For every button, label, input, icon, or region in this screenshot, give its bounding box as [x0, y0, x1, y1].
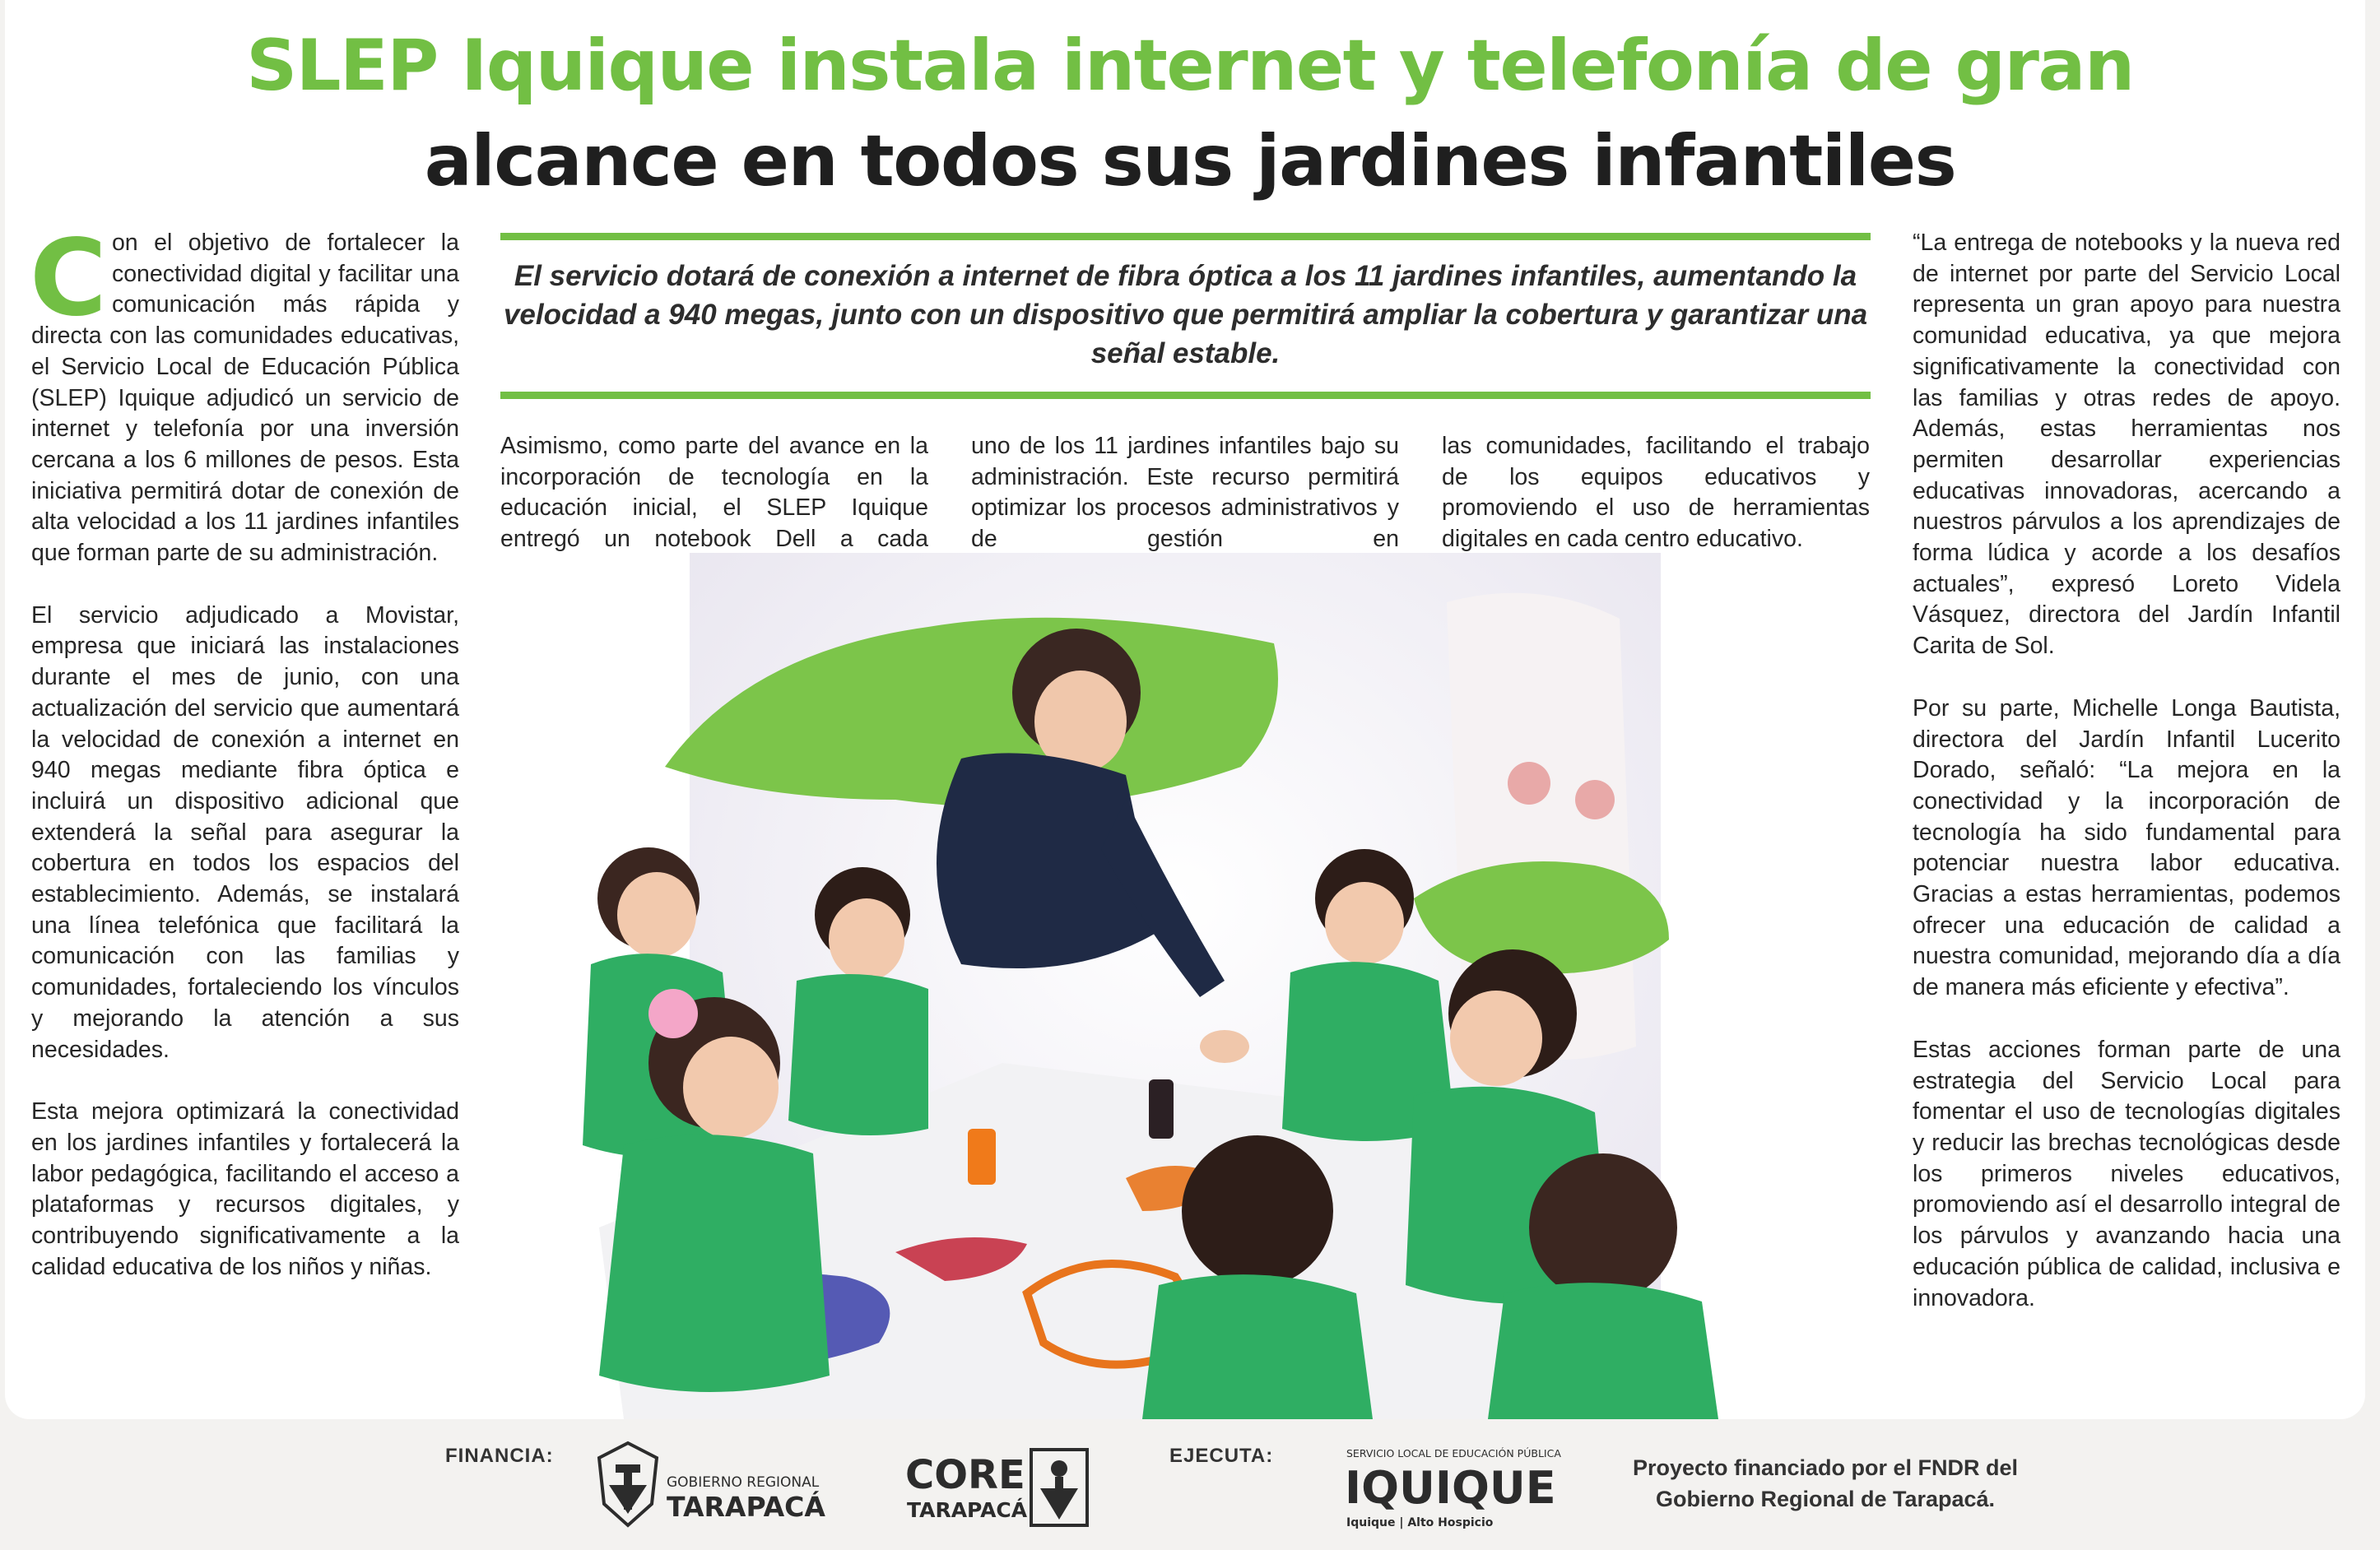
middle-column-3: las comunidades, facilitando el trabajo de los equipos educativos y promoviendo el uso de herramientas digitales en cada centro educativo. [1442, 433, 1870, 553]
right-paragraph-2: Por su parte, Michelle Longa Bautista, directora del Jardín Infantil Lucerito Dorado, señaló: “La mejora en la conectividad y la incorporación de tecnología ha sido fundamental para potenciar nuestra labor educativa. Gracias a estas herramientas, podemos ofrecer una educación de calidad a nuestra comunidad, mejorando día a día de manera más eficiente y efectiva”. [1913, 694, 2340, 1001]
lead-bottom-rule [500, 392, 1871, 399]
left-column [30, 217, 459, 1315]
funding-note: Proyecto financiado por el FNDR del Gobierno Regional de Tarapacá. [1632, 1455, 2019, 1511]
financia-label: FINANCIA: [445, 1445, 554, 1467]
lead-top-rule [500, 233, 1871, 240]
slep-servicio-text: SERVICIO LOCAL DE EDUCACIÓN PÚBLICA [1346, 1447, 1561, 1460]
core-region: TARAPACÁ [907, 1498, 1028, 1522]
headline-line-1: SLEP Iquique instala internet y telefonía de gran [246, 25, 2134, 107]
left-paragraph-1: Con el objetivo de fortalecer la conectividad digital y facilitar una comunicación más rápida y directa con las comunidades educativas, el Servicio Local de Educación Pública (SLEP) Iquique adjudicó un servicio de internet y telefonía por una inversión cercana a los 6 millones de pesos. Esta iniciativa permitirá dotar de conexión de alta velocidad a los 11 jardines infantiles que forman parte de su administración. [30, 217, 459, 567]
gobierno-regional-small: GOBIERNO REGIONAL [667, 1474, 820, 1491]
footer [0, 1419, 2380, 1550]
middle-column-1: Asimismo, como parte del avance en la incorporación de tecnología en la educación inicial, el SLEP Iquique entregó un notebook Dell a cada [500, 433, 928, 553]
classroom-photo [500, 553, 1871, 1419]
headline-line-2: alcance en todos sus jardines infantiles [424, 120, 1956, 202]
left-paragraph-3: Esta mejora optimizará la conectividad en los jardines infantiles y fortalecerá la labor pedagógica, facilitando el acceso a plataformas y recursos digitales, y contribuyendo significativamente a la calidad educativa de los niños y niñas. [31, 1098, 459, 1280]
slep-iquique-logo [1346, 1447, 1577, 1538]
core-emblem-icon [1029, 1447, 1090, 1528]
shield-icon [591, 1440, 665, 1530]
right-column [1913, 228, 2340, 1345]
right-paragraph-1: “La entrega de notebooks y la nueva red de internet por parte del Servicio Local representa un gran apoyo para nuestra comunidad educativa, ya que mejora significativamente la conectividad con las familias y otras redes de apoyo. Además, estas herramientas nos permiten desarrollar experiencias educativas innovadoras, acercando a nuestros párvulos a los aprendizajes de forma lúdica y acorde a los desafíos actuales”, expresó Loreto Videla Vásquez, directora del Jardín Infantil Carita de Sol. [1913, 230, 2340, 660]
headline [0, 18, 2380, 209]
core-name: CORE [905, 1452, 1025, 1498]
middle-column-2: uno de los 11 jardines infantiles bajo su administración. Este recurso permitirá optimizar los procesos administrativos y de gestión en [971, 433, 1399, 553]
ejecuta-label: EJECUTA: [1169, 1445, 1274, 1467]
core-tarapaca-logo [905, 1452, 1095, 1534]
right-paragraph-3: Estas acciones forman parte de una estrategia del Servicio Local para fomentar el uso de tecnologías digitales y reducir las brechas tecnológicas desde los primeros niveles educativos, promoviendo así el desarrollo integral de los párvulos y avanzando hacia una educación pública de calidad, inclusiva e innovadora. [1913, 1036, 2340, 1311]
slep-name: IQUIQUE [1345, 1462, 1556, 1514]
lead-text: El servicio dotará de conexión a internet de fibra óptica a los 11 jardines infantiles, aumentando la velocidad a 940 megas, junto con un dispositivo que permitirá ampliar la cobertura y garantizar una señal estable. [503, 260, 1868, 369]
gobierno-regional-logo [591, 1440, 838, 1530]
slep-communes: Iquique | Alto Hospicio [1346, 1516, 1494, 1529]
drop-cap: C [30, 217, 107, 340]
left-paragraph-2: El servicio adjudicado a Movistar, empresa que iniciará las instalaciones durante el mes de junio, con una actualización del servicio que aumentará la velocidad de conexión a internet en 940 megas mediante fibra óptica e incluirá un dispositivo adicional que extenderá la señal para asegurar la cobertura en todos los espacios del establecimiento. Además, se instalará una línea telefónica que facilitará la comunicación con las familias y comunidades, fortaleciendo los vínculos y mejorando la atención a sus necesidades. [31, 601, 459, 1063]
gobierno-regional-name: TARAPACÁ [667, 1491, 825, 1523]
